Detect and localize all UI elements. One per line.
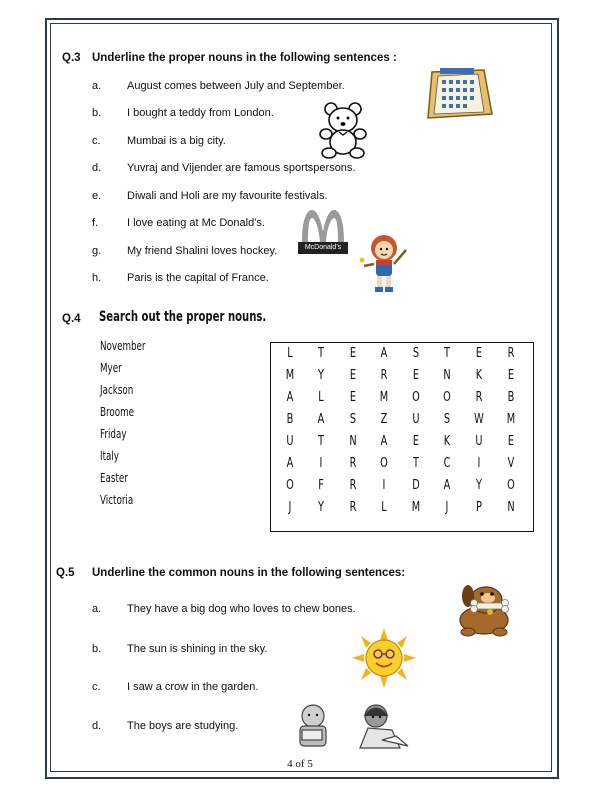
grid-letter: T	[444, 346, 450, 361]
q5-item-text: I saw a crow in the garden.	[127, 681, 259, 693]
q3-item-letter: a.	[92, 80, 102, 92]
grid-letter: F	[318, 478, 324, 493]
grid-letter: Z	[380, 412, 388, 427]
grid-letter: P	[476, 500, 482, 515]
mcdonalds-logo	[298, 206, 348, 254]
grid-letter: Y	[318, 368, 324, 383]
q3-item-text: Yuvraj and Vijender are famous sportspersons.	[127, 162, 356, 174]
word-list-item: Friday	[100, 426, 127, 441]
grid-letter: K	[475, 368, 483, 383]
grid-letter: L	[318, 390, 324, 405]
calendar-icon	[418, 64, 496, 122]
teddy-bear-icon	[312, 100, 374, 160]
grid-letter: A	[286, 456, 294, 471]
q3-number: Q.3	[62, 52, 81, 64]
boys-studying-icon	[296, 700, 414, 750]
grid-letter: D	[412, 478, 420, 493]
grid-letter: M	[506, 412, 516, 427]
mcdonalds-logo-text: McDonald's	[298, 242, 348, 254]
grid-letter: U	[475, 434, 483, 449]
grid-letter: B	[286, 412, 294, 427]
q3-item-letter: d.	[92, 162, 102, 174]
grid-letter: E	[412, 368, 420, 383]
grid-letter: R	[507, 346, 515, 361]
grid-letter: E	[475, 346, 483, 361]
grid-letter: N	[507, 500, 515, 515]
grid-letter: R	[349, 456, 357, 471]
grid-letter: U	[412, 412, 420, 427]
word-search-grid	[270, 342, 534, 532]
q5-item-text: They have a big dog who loves to chew bones.	[127, 603, 356, 615]
grid-letter: A	[317, 412, 325, 427]
grid-letter: J	[288, 500, 292, 515]
word-list-item: Victoria	[100, 492, 134, 507]
grid-letter: E	[507, 368, 515, 383]
grid-letter: I	[477, 456, 481, 471]
grid-letter: R	[475, 390, 483, 405]
q4-number: Q.4	[62, 313, 81, 325]
grid-letter: R	[349, 500, 357, 515]
grid-letter: E	[349, 390, 357, 405]
grid-letter: L	[287, 346, 293, 361]
grid-letter: Y	[318, 500, 324, 515]
q5-item-letter: a.	[92, 603, 102, 615]
grid-letter: A	[286, 390, 294, 405]
q3-item-text: Paris is the capital of France.	[127, 272, 269, 284]
grid-letter: E	[349, 346, 357, 361]
grid-letter: N	[443, 368, 451, 383]
q3-item-text: I bought a teddy from London.	[127, 107, 274, 119]
grid-letter: O	[443, 390, 451, 405]
grid-letter: S	[349, 412, 357, 427]
q5-item-letter: b.	[92, 643, 102, 655]
grid-letter: E	[349, 368, 357, 383]
word-list-item: Easter	[100, 470, 128, 485]
q3-item-letter: b.	[92, 107, 102, 119]
grid-letter: M	[379, 390, 389, 405]
q3-item-text: I love eating at Mc Donald’s.	[127, 217, 265, 229]
q3-item-letter: h.	[92, 272, 102, 284]
q3-item-letter: f.	[92, 217, 99, 229]
grid-letter: Y	[476, 478, 482, 493]
q5-item-letter: d.	[92, 720, 102, 732]
q3-title: Underline the proper nouns in the following sentences :	[92, 52, 397, 64]
grid-letter: O	[286, 478, 294, 493]
girl-hockey-icon	[356, 230, 414, 296]
grid-letter: E	[412, 434, 420, 449]
q3-item-text: August comes between July and September.	[127, 80, 345, 92]
grid-letter: U	[286, 434, 294, 449]
grid-letter: E	[507, 434, 515, 449]
grid-letter: K	[443, 434, 451, 449]
q3-item-text: Diwali and Holi are my favourite festivals.	[127, 190, 328, 202]
grid-letter: J	[445, 500, 449, 515]
grid-letter: I	[319, 456, 323, 471]
q5-item-letter: c.	[92, 681, 101, 693]
word-list-item: November	[100, 338, 146, 353]
grid-letter: O	[412, 390, 420, 405]
dog-bone-icon	[448, 576, 522, 640]
grid-letter: L	[381, 500, 387, 515]
grid-letter: A	[380, 434, 388, 449]
grid-letter: T	[318, 346, 324, 361]
grid-letter: A	[443, 478, 451, 493]
q3-item-text: My friend Shalini loves hockey.	[127, 245, 278, 257]
q3-item-letter: g.	[92, 245, 102, 257]
q5-title: Underline the common nouns in the following sentences:	[92, 567, 406, 579]
grid-letter: R	[349, 478, 357, 493]
grid-letter: O	[380, 456, 388, 471]
q4-title: Search out the proper nouns.	[99, 309, 267, 325]
grid-letter: R	[380, 368, 388, 383]
grid-letter: B	[507, 390, 515, 405]
grid-letter: S	[443, 412, 451, 427]
grid-letter: S	[412, 346, 420, 361]
grid-letter: T	[413, 456, 419, 471]
grid-letter: O	[507, 478, 515, 493]
grid-letter: M	[285, 368, 295, 383]
q3-item-letter: c.	[92, 135, 101, 147]
grid-letter: I	[382, 478, 386, 493]
golden-arches-icon	[298, 206, 348, 244]
q3-item-text: Mumbai is a big city.	[127, 135, 226, 147]
grid-letter: N	[349, 434, 357, 449]
grid-letter: V	[507, 456, 515, 471]
grid-letter: A	[380, 346, 388, 361]
sun-icon	[352, 628, 416, 688]
q5-item-text: The sun is shining in the sky.	[127, 643, 268, 655]
grid-letter: C	[443, 456, 451, 471]
grid-letter: T	[318, 434, 324, 449]
q5-item-text: The boys are studying.	[127, 720, 239, 732]
word-list-item: Broome	[100, 404, 135, 419]
word-list-item: Italy	[100, 448, 119, 463]
q5-number: Q.5	[56, 567, 75, 579]
word-list-item: Myer	[100, 360, 122, 375]
grid-letter: M	[411, 500, 421, 515]
q3-item-letter: e.	[92, 190, 102, 202]
word-list-item: Jackson	[100, 382, 134, 397]
grid-letter: W	[474, 412, 484, 427]
page-number: 4 of 5	[287, 758, 313, 770]
